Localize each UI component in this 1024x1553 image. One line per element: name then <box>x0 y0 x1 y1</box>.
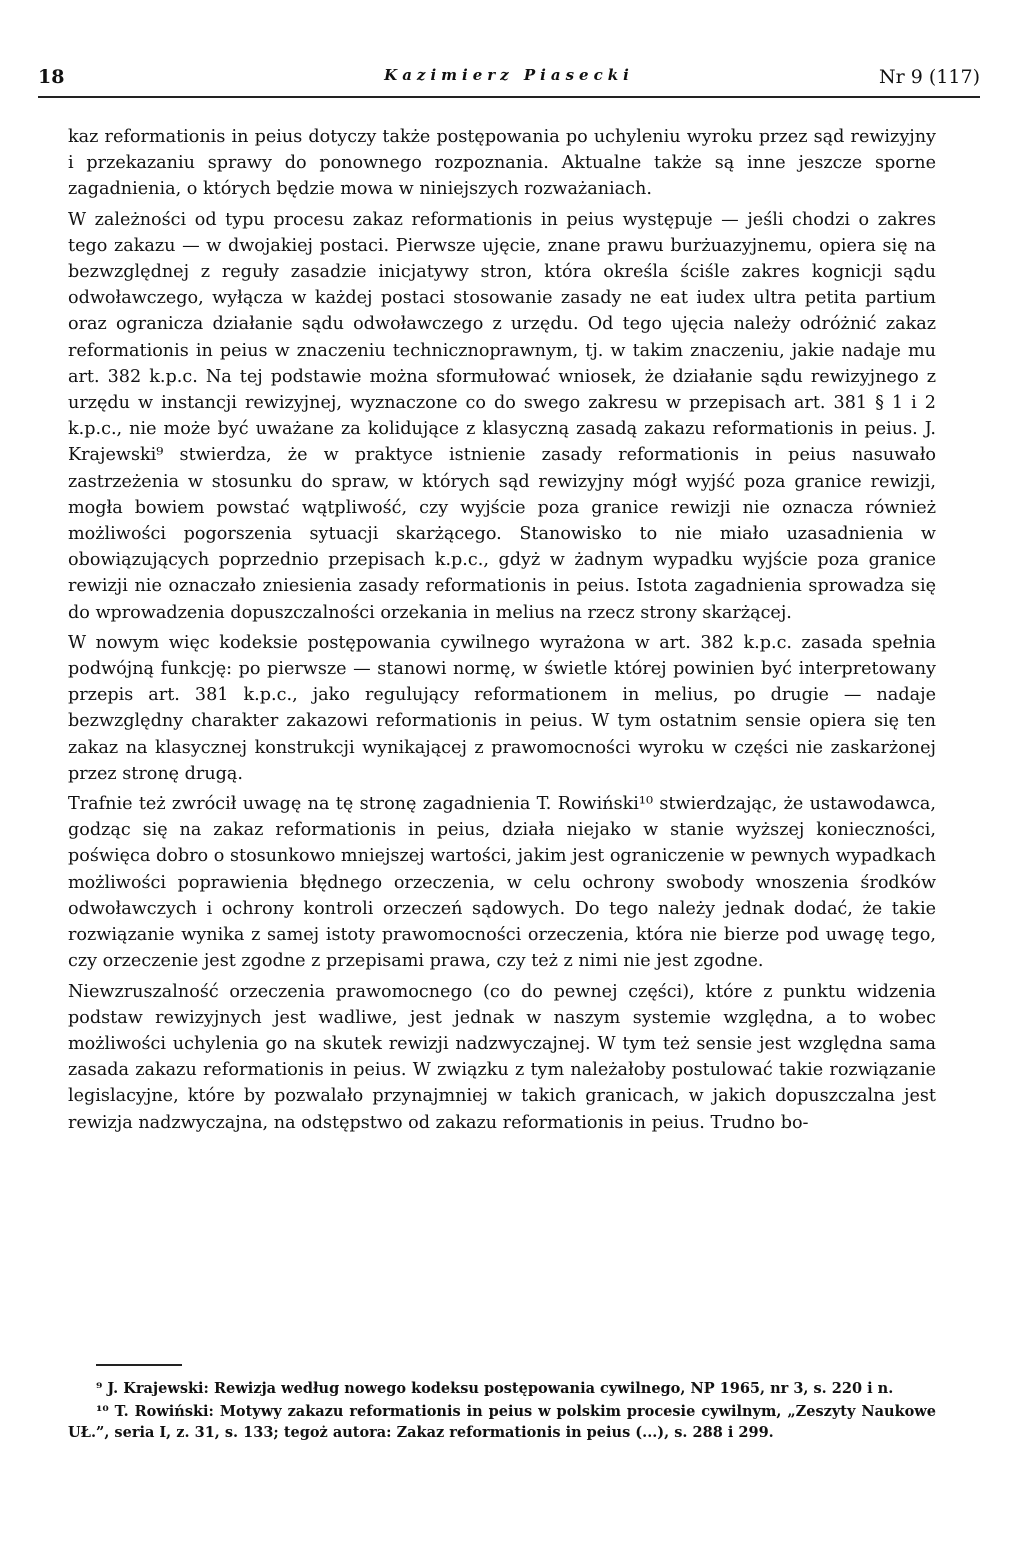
paragraph: Niewzruszalność orzeczenia prawomocnego (co do pewnej części), które z punktu widzenia podstaw rewizyjnych jest wadliwe, jest jednak w naszym systemie względna, a to wobec możliwości uchylenia go na skutek rewizji nadzwyczajnej. W tym też sensie jest względna sama zasada zakazu reformationis in peius. W związku z tym należałoby postulować takie rozwiązanie legislacyjne, które by pozwalało przynajmniej w takich granicach, w jakich dopuszczalna jest rewizja nadzwyczajna, na odstępstwo od zakazu reformationis in peius. Trudno bo- <box>68 981 936 1133</box>
footnote: ¹⁰ T. Rowiński: Motywy zakazu reformationis in peius w polskim procesie cywilnym, „Zeszyty Naukowe UŁ.”, seria I, z. 31, s. 133; tegoż autora: Zakaz reformationis in peius (...), s. 288 i 299. <box>68 1403 936 1441</box>
footnotes <box>68 1378 936 1445</box>
body-text <box>68 124 936 1140</box>
paragraph: W nowym więc kodeksie postępowania cywilnego wyrażona w art. 382 k.p.c. zasada spełnia podwójną funkcję: po pierwsze — stanowi normę, w świetle której powinien być interpretowany przepis art. 381 k.p.c., jako regulujący reformationem in melius, po drugie — nadaje bezwzględny charakter zakazowi reformationis in peius. W tym ostatnim sensie opiera się ten zakaz na klasycznej konstrukcji wynikającej z prawomocności wyroku w części nie zaskarżonej przez stronę drugą. <box>68 632 936 784</box>
paragraph: Trafnie też zwrócił uwagę na tę stronę zagadnienia T. Rowiński¹⁰ stwierdzając, że ustawodawca, godząc się na zakaz reformationis in peius, działa niejako w stanie wyższej konieczności, poświęca dobro o stosunkowo mniejszej wartości, jakim jest ograniczenie w pewnych wypadkach możliwości poprawienia błędnego orzeczenia, w celu ochrony swobody wnoszenia środków odwoławczych i ochrony kontroli orzeczeń sądowych. Do tego należy jednak dodać, że takie rozwiązanie wynika z samej istoty prawomocności orzeczenia, która nie bierze pod uwagę tego, czy orzeczenie jest zgodne z przepisami prawa, czy też z nimi nie jest zgodne. <box>68 794 936 972</box>
paragraph: W zależności od typu procesu zakaz reformationis in peius występuje — jeśli chodzi o zakres tego zakazu — w dwojakiej postaci. Pierwsze ujęcie, znane prawu burżuazyjnemu, opiera się na bezwzględnej z reguły zasadzie inicjatywy stron, która określa ściśle zakres kognicji sądu odwoławczego, wyłącza w każdej postaci stosowanie zasady ne eat iudex ultra petita partium oraz ogranicza działanie sądu odwoławczego z urzędu. Od tego ujęcia należy odróżnić zakaz reformationis in peius w znaczeniu technicznoprawnym, tj. w takim znaczeniu, jakie nadaje mu art. 382 k.p.c. Na tej podstawie można sformułować wniosek, że działanie sądu rewizyjnego z urzędu w instancji rewizyjnej, wyznaczone co do swego zakresu w przepisach art. 381 § 1 i 2 k.p.c., nie może być uważane za kolidujące z klasyczną zasadą zakazu reformationis in peius. J. Krajewski⁹ stwierdza, że w praktyce istnienie zasady reformationis in peius nasuwało zastrzeżenia w stosunku do spraw, w których sąd rewizyjny mógł wyjść poza granice rewizji, mogła bowiem powstać wątpliwość, czy wyjście poza granice rewizji nie oznacza również możliwości pogorszenia sytuacji skarżącego. Stanowisko to nie miało uzasadnienia w obowiązujących poprzednio przepisach k.p.c., gdyż w żadnym wypadku wyjście poza granice rewizji nie oznaczało zniesienia zasady reformationis in peius. Istota zagadnienia sprowadza się do wprowadzenia dopuszczalności orzekania in melius na rzecz strony skarżącej. <box>68 209 936 623</box>
running-title: Kazimierz Piasecki <box>384 66 634 84</box>
paragraph: kaz reformationis in peius dotyczy także postępowania po uchyleniu wyroku przez sąd rewizyjny i przekazaniu sprawy do ponownego rozpoznania. Aktualne także są inne jeszcze sporne zagadnienia, o których będzie mowa w niniejszych rozważaniach. <box>68 127 936 200</box>
footnote-rule <box>96 1364 182 1366</box>
header-rule <box>38 96 980 98</box>
page-header <box>38 66 980 96</box>
footnote: ⁹ J. Krajewski: Rewizja według nowego kodeksu postępowania cywilnego, NP 1965, nr 3, s. 220 i n. <box>96 1380 894 1397</box>
issue-number: Nr 9 (117) <box>879 66 980 88</box>
page-number: 18 <box>38 66 65 88</box>
